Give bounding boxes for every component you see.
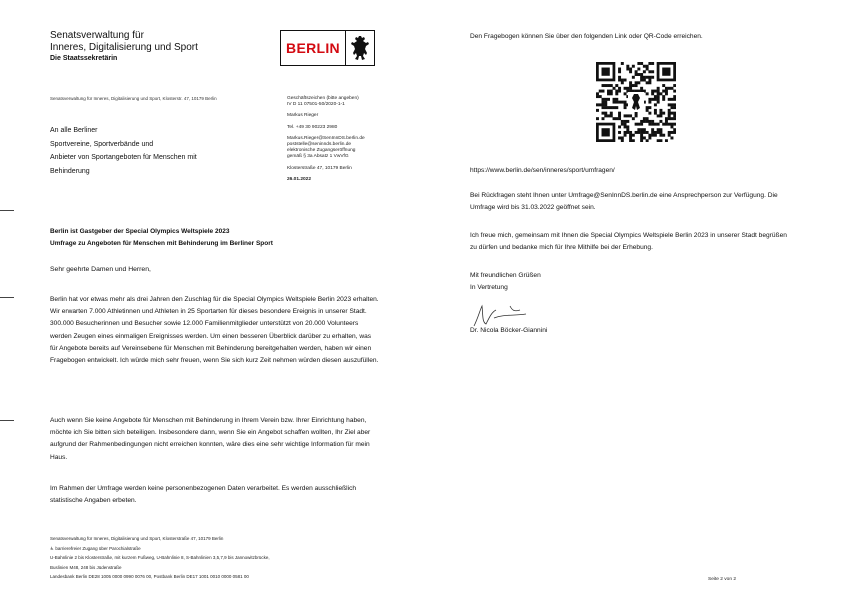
contact-phone: Tel. +49 30 90223 2980 bbox=[287, 124, 338, 130]
office-address: Klosterstraße 47, 10179 Berlin bbox=[287, 165, 352, 171]
berlin-logo bbox=[280, 30, 375, 66]
letter-date: 26.01.2022 bbox=[287, 176, 312, 182]
recipient-line: An alle Berliner bbox=[50, 127, 98, 134]
contact-email: Markus.Rieger@SenInnDS.berlin.de bbox=[287, 135, 365, 141]
fold-mark bbox=[0, 420, 14, 421]
page-number: Seite 2 von 2 bbox=[708, 577, 737, 582]
punch-mark bbox=[0, 297, 14, 298]
closing-line: In Vertretung bbox=[470, 284, 508, 292]
contact-name: Markus Rieger bbox=[287, 113, 319, 119]
contact-paragraph: Bei Rückfragen steht Ihnen unter Umfrage@SenInnDS.berlin.de eine Ansprechperson zur Verfügung. Die Umfrage wird bis 31.03.2022 geöffnet sein. bbox=[470, 192, 778, 212]
body-paragraph: Auch wenn Sie keine Angebote für Menschen mit Behinderung in Ihrem Verein bzw. Ihrer Einrichtung haben, möchte ich Sie bitten sich beteiligen. Insbesondere dann, wenn Sie ein Angebot schaffen wollten, Ihr Ziel aber aufgrund der Rahmenbedingungen nicht erreichen konnten, wäre dies eine sehr wichtige Information für mein Haus. bbox=[50, 417, 371, 461]
closing-line: Mit freundlichen Grüßen bbox=[470, 272, 541, 279]
zugang-note: elektronische Zugangseröffnung bbox=[287, 148, 356, 154]
reference-block bbox=[287, 96, 397, 183]
ref-value: IV D 11 07501-50/2020-1-1 bbox=[287, 102, 345, 108]
poststelle-email: poststelle@seninnds.berlin.de bbox=[287, 142, 352, 148]
thanks-paragraph: Ich freue mich, gemeinsam mit Ihnen die Special Olympics Weltspiele Berlin 2023 in unserer Stadt begrüßen zu dürfen und bedanke mich für Ihre Mithilfe bei der Erhebung. bbox=[470, 232, 787, 252]
salutation: Sehr geehrte Damen und Herren, bbox=[50, 266, 151, 273]
bear-icon bbox=[345, 31, 374, 65]
footer-access: barrierefreier Zugang über Parochialstraße bbox=[55, 545, 141, 551]
body-paragraph: Berlin hat vor etwas mehr als drei Jahren den Zuschlag für die Special Olympics Weltspiele Berlin 2023 erhalten. Wir erwarten 7.000 Athletinnen und Athleten in 25 Sportarten für dieses besondere Ereignis in unserer Stadt. 300.000 Besucherinnen und Besucher sowie 12.000 Familienmitglieder unterstützt von 20.000 Volunteers werden Zeugen eines einmaligen Ereignisses werden. Um einen besseren Überblick darüber zu erhalten, was für Angebote bereits auf Vereinsebene für Menschen mit Behinderung bereitgehalten werden, haben wir einen Fragebogen entwickelt. Ich würde mich sehr freuen, wenn Sie sich kurz Zeit nehmen würden diesen auszufüllen. bbox=[50, 296, 379, 365]
qr-code-icon[interactable] bbox=[596, 62, 676, 142]
signer-name: Dr. Nicola Böcker-Giannini bbox=[470, 327, 548, 334]
recipient-block bbox=[50, 124, 250, 178]
footer-line bbox=[50, 544, 390, 554]
ref-label: Geschäftszeichen (bitte angeben) bbox=[287, 96, 359, 101]
zugang-note: gemäß § 3a Absatz 1 VwVfG bbox=[287, 154, 349, 160]
recipient-line: Behinderung bbox=[50, 167, 90, 175]
qr-intro: Den Fragebogen können Sie über den folgenden Link oder QR-Code erreichen. bbox=[470, 33, 703, 40]
footer-line: Senatsverwaltung für Inneres, Digitalisierung und Sport, Klosterstraße 47, 10179 Berlin bbox=[50, 536, 224, 541]
logo-text: BERLIN bbox=[286, 40, 340, 56]
sender-block bbox=[50, 30, 198, 64]
footer-line: Buslinien M48, 248 bis Jüdenstraße bbox=[50, 564, 122, 570]
subject-line: Umfrage zu Angeboten für Menschen mit Behinderung im Berliner Sport bbox=[50, 240, 273, 247]
subject-block bbox=[50, 226, 380, 250]
subject-line: Berlin ist Gastgeber der Special Olympics Weltspiele 2023 bbox=[50, 228, 230, 235]
footer-line: Landesbank Berlin DE28 1005 0000 0990 0076 00, Postbank Berlin DE17 1001 0010 0000 0581 00 bbox=[50, 574, 249, 579]
closing-block bbox=[470, 270, 541, 294]
survey-link[interactable]: https://www.berlin.de/sen/inneres/sport/umfragen/ bbox=[470, 167, 615, 174]
wheelchair-icon: ♿ bbox=[50, 545, 55, 551]
sender-line: Senatsverwaltung für bbox=[50, 30, 144, 41]
recipient-line: Sportvereine, Sportverbände und bbox=[50, 140, 154, 148]
sender-line: Inneres, Digitalisierung und Sport bbox=[50, 42, 198, 53]
fold-mark bbox=[0, 210, 14, 211]
recipient-line: Anbieter von Sportangeboten für Menschen mit bbox=[50, 154, 197, 161]
footer-line: U-Bahnlinie 2 bis Klosterstraße, mit kurzem Fußweg, U-Bahnlinie 8, S-Bahnlinien 3,5,7,9 bis Jannowitzbrücke, bbox=[50, 555, 270, 560]
body-paragraph: Im Rahmen der Umfrage werden keine personenbezogenen Daten verarbeitet. Es werden ausschließlich statistische Angaben erbeten. bbox=[50, 485, 357, 505]
letter-footer bbox=[50, 534, 390, 582]
return-address: Senatsverwaltung für Inneres, Digitalisierung und Sport, Klosterstr. 47, 10179 Berlin bbox=[50, 96, 217, 101]
sender-subtitle: Die Staatssekretärin bbox=[50, 55, 118, 62]
